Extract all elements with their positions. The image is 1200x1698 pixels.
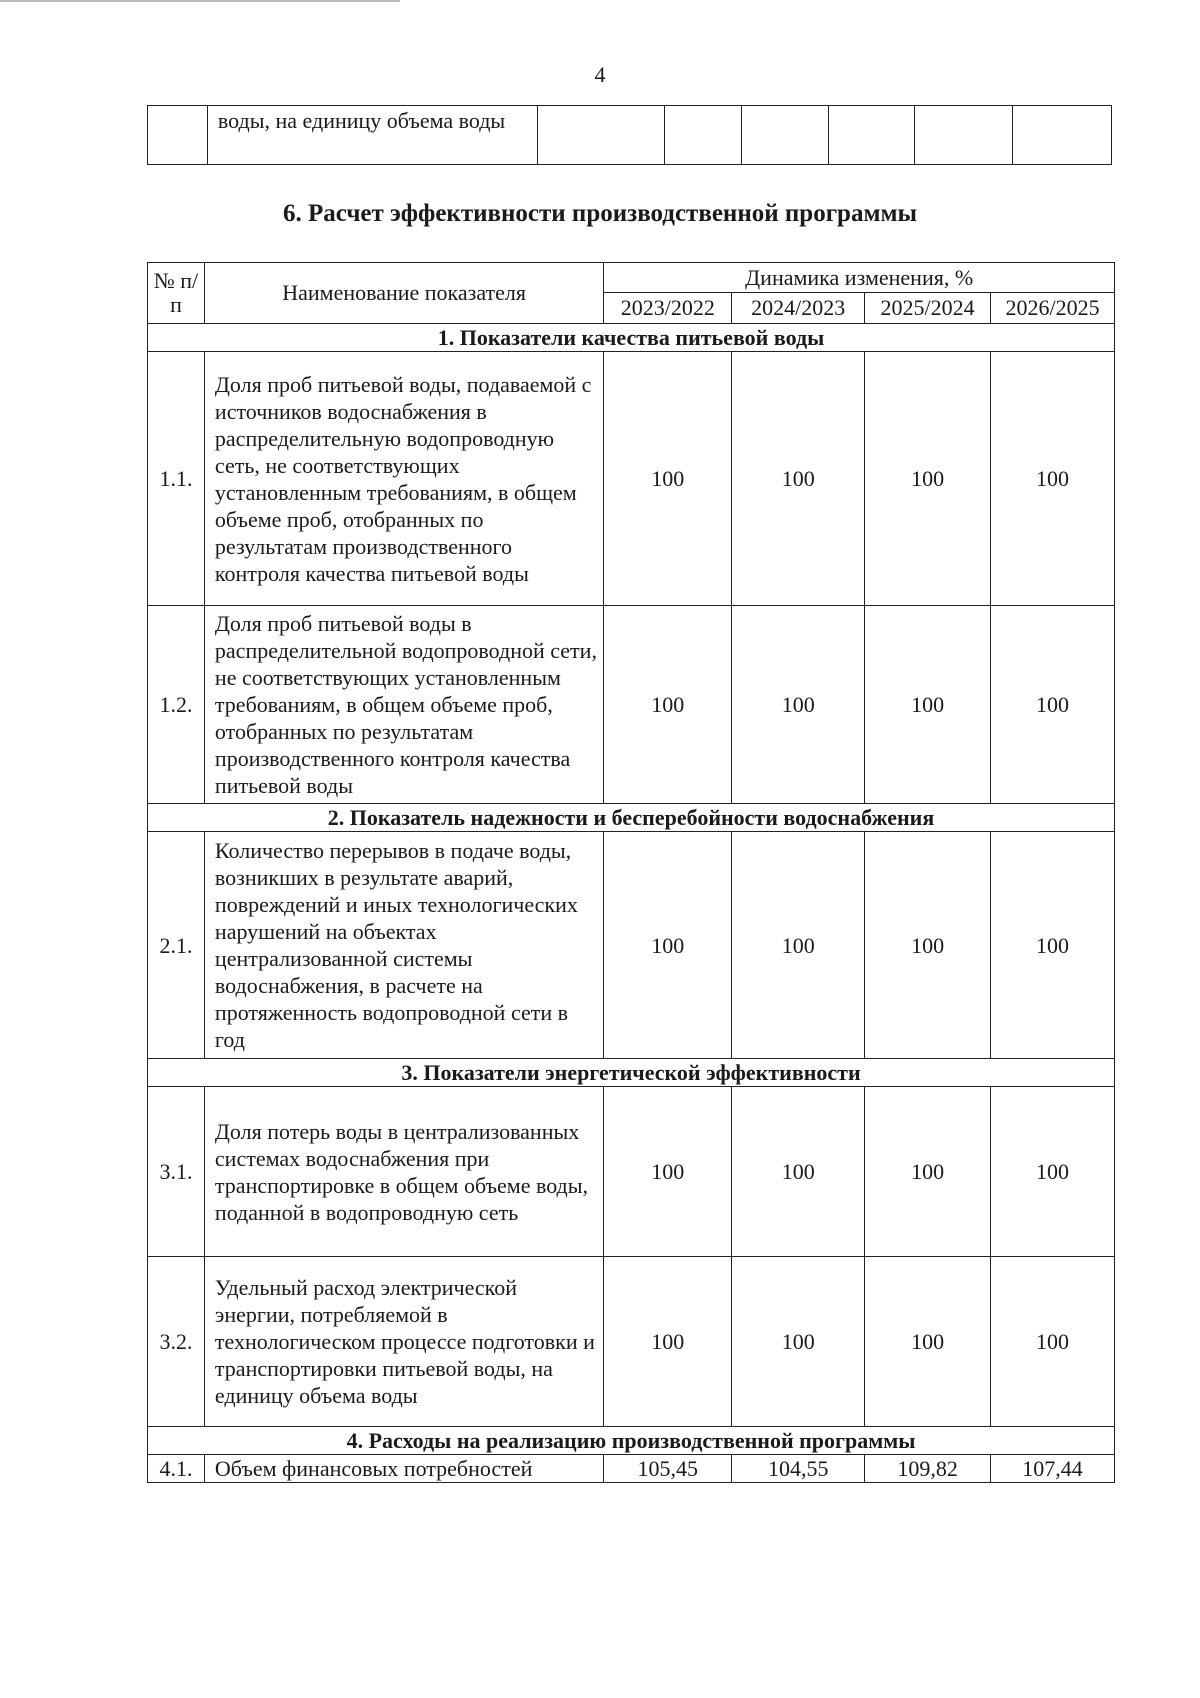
scan-edge-line bbox=[0, 0, 400, 2]
continuation-name-cell: воды, на единицу объема воды bbox=[207, 106, 537, 165]
value-cell: 100 bbox=[991, 352, 1115, 606]
continuation-value-cell bbox=[829, 106, 915, 165]
continuation-value-cell bbox=[665, 106, 742, 165]
value-cell: 100 bbox=[604, 352, 732, 606]
indicator-name: Доля проб питьевой воды в распределительной водопроводной сети, не соответствующих установленным требованиям, в общем объеме проб, отобранных по результатам производственного контроля качества питьевой воды bbox=[204, 606, 603, 804]
value-cell: 100 bbox=[732, 352, 865, 606]
continuation-num-cell bbox=[148, 106, 208, 165]
continuation-row bbox=[148, 106, 1112, 165]
value-cell: 100 bbox=[991, 1257, 1115, 1427]
section-heading: 2. Показатель надежности и бесперебойности водоснабжения bbox=[148, 804, 1115, 832]
value-cell: 100 bbox=[991, 606, 1115, 804]
continuation-value-cell bbox=[915, 106, 1013, 165]
value-cell: 100 bbox=[865, 1087, 991, 1257]
indicator-name: Количество перерывов в подаче воды, возникших в результате аварий, повреждений и иных технологических нарушений на объектах централизованной системы водоснабжения, в расчете на протяженность водопроводной сети в год bbox=[204, 832, 603, 1059]
indicator-name: Доля проб питьевой воды, подаваемой с источников водоснабжения в распределительную водопроводную сеть, не соответствующих установленным требованиям, в общем объеме проб, отобранных по результатам производственного контроля качества питьевой воды bbox=[204, 352, 603, 606]
year-header: 2025/2024 bbox=[865, 293, 991, 324]
section-heading: 3. Показатели энергетической эффективности bbox=[148, 1059, 1115, 1087]
efficiency-table bbox=[147, 262, 1115, 1483]
row-number: 2.1. bbox=[148, 832, 205, 1059]
page-number: 4 bbox=[594, 62, 606, 87]
value-cell: 100 bbox=[865, 606, 991, 804]
value-cell: 100 bbox=[732, 832, 865, 1059]
indicator-name: Объем финансовых потребностей bbox=[204, 1455, 603, 1483]
group-header: Динамика изменения, % bbox=[604, 263, 1115, 293]
row-number: 1.2. bbox=[148, 606, 205, 804]
value-cell: 105,45 bbox=[604, 1455, 732, 1483]
table-row bbox=[148, 606, 1115, 804]
section-title: 6. Расчет эффективности производственной программы bbox=[282, 200, 918, 227]
continuation-table bbox=[147, 105, 1112, 165]
value-cell: 109,82 bbox=[865, 1455, 991, 1483]
value-cell: 100 bbox=[732, 1257, 865, 1427]
table-row bbox=[148, 1087, 1115, 1257]
value-cell: 100 bbox=[865, 1257, 991, 1427]
value-cell: 100 bbox=[732, 1087, 865, 1257]
section-row bbox=[148, 324, 1115, 352]
value-cell: 100 bbox=[732, 606, 865, 804]
row-number: 4.1. bbox=[148, 1455, 205, 1483]
value-cell: 100 bbox=[604, 1257, 732, 1427]
header-row bbox=[148, 263, 1115, 293]
row-number: 3.2. bbox=[148, 1257, 205, 1427]
table-row bbox=[148, 1455, 1115, 1483]
year-header: 2026/2025 bbox=[991, 293, 1115, 324]
table-row bbox=[148, 832, 1115, 1059]
year-header: 2024/2023 bbox=[732, 293, 865, 324]
continuation-value-cell bbox=[537, 106, 665, 165]
value-cell: 100 bbox=[991, 832, 1115, 1059]
value-cell: 104,55 bbox=[732, 1455, 865, 1483]
value-cell: 100 bbox=[865, 832, 991, 1059]
row-number: 1.1. bbox=[148, 352, 205, 606]
section-heading: 1. Показатели качества питьевой воды bbox=[148, 324, 1115, 352]
value-cell: 100 bbox=[604, 832, 732, 1059]
continuation-value-cell bbox=[1013, 106, 1112, 165]
col-name-header: Наименование показателя bbox=[204, 263, 603, 324]
value-cell: 100 bbox=[865, 352, 991, 606]
col-num-header: № п/п bbox=[148, 263, 205, 324]
table-row bbox=[148, 1257, 1115, 1427]
section-row bbox=[148, 804, 1115, 832]
continuation-value-cell bbox=[742, 106, 829, 165]
value-cell: 100 bbox=[604, 606, 732, 804]
indicator-name: Удельный расход электрической энергии, потребляемой в технологическом процессе подготовки и транспортировки питьевой воды, на единицу объема воды bbox=[204, 1257, 603, 1427]
section-heading: 4. Расходы на реализацию производственной программы bbox=[148, 1427, 1115, 1455]
row-number: 3.1. bbox=[148, 1087, 205, 1257]
value-cell: 100 bbox=[991, 1087, 1115, 1257]
section-row bbox=[148, 1059, 1115, 1087]
indicator-name: Доля потерь воды в централизованных системах водоснабжения при транспортировке в общем объеме воды, поданной в водопроводную сеть bbox=[204, 1087, 603, 1257]
value-cell: 100 bbox=[604, 1087, 732, 1257]
section-row bbox=[148, 1427, 1115, 1455]
value-cell: 107,44 bbox=[991, 1455, 1115, 1483]
year-header: 2023/2022 bbox=[604, 293, 732, 324]
table-row bbox=[148, 352, 1115, 606]
